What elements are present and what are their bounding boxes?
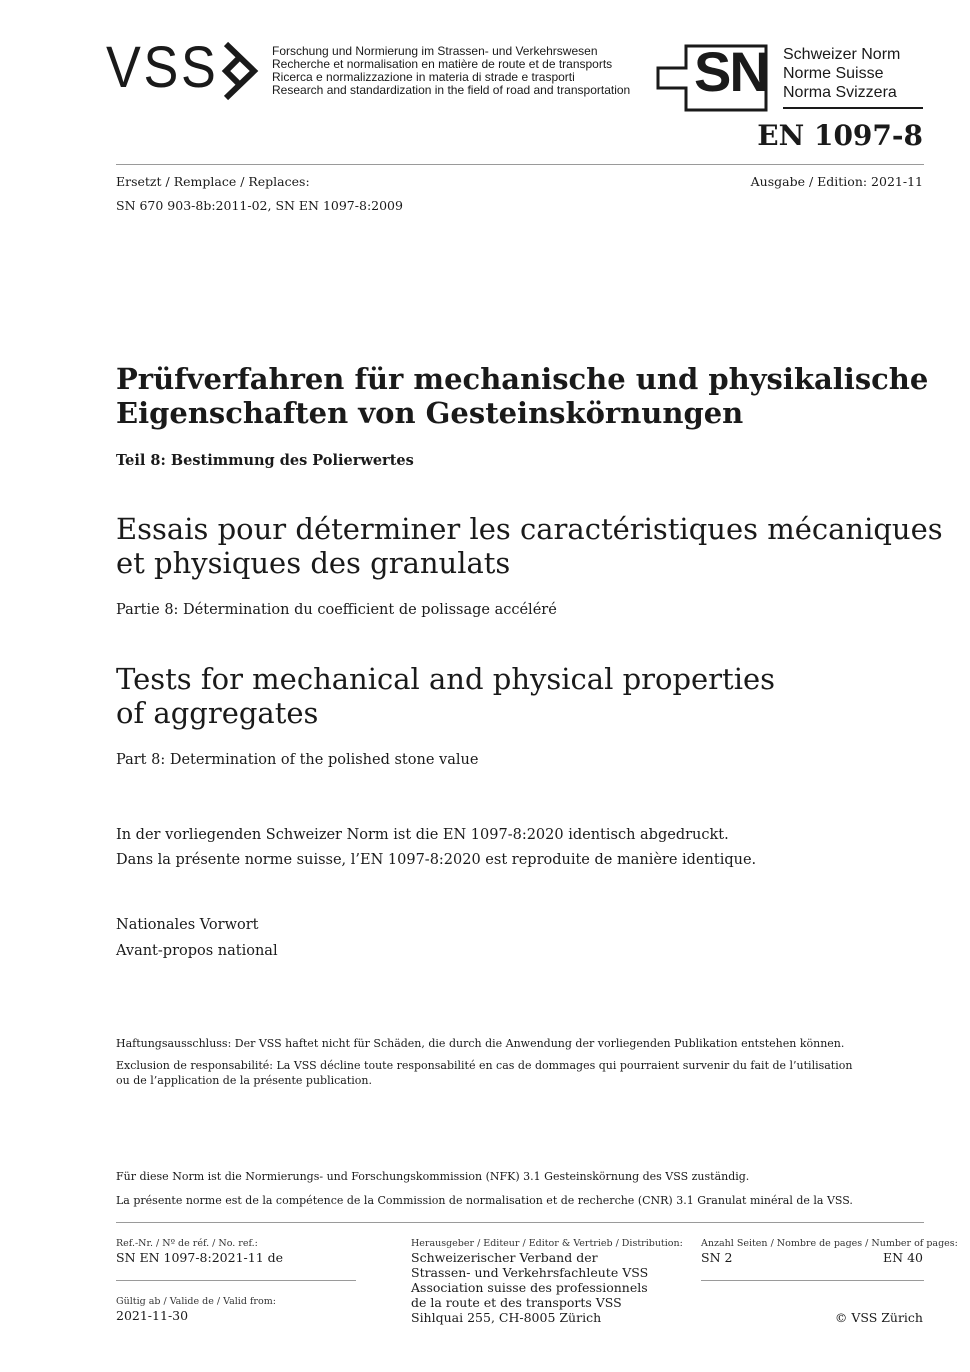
disclaimer-de: Haftungsausschluss: Der VSS haftet nicht für Schäden, die durch die Anwendung der vorliegenden Publikation entstehen können. xyxy=(116,1037,845,1050)
vss-logo-text: VSS xyxy=(106,35,219,100)
foreword-de: Nationales Vorwort xyxy=(116,917,259,933)
title-en-line1: Tests for mechanical and physical properties xyxy=(116,662,776,696)
pages-en: EN 40 xyxy=(883,1250,923,1265)
norm-number: EN 1097-8 xyxy=(757,119,923,152)
header-divider xyxy=(116,164,924,165)
replaces-value: SN 670 903-8b:2011-02, SN EN 1097-8:2009 xyxy=(116,198,403,213)
sn-label-de: Schweizer Norm xyxy=(783,46,901,63)
disclaimer-fr-line1: Exclusion de responsabilité: La VSS décline toute responsabilité en cas de dommages qui pourraient survenir du fait de l’utilisation xyxy=(116,1059,853,1072)
vss-tagline-fr: Recherche et normalisation en matière de route et de transports xyxy=(272,57,613,71)
identical-note-de: In der vorliegenden Schweizer Norm ist die EN 1097-8:2020 identisch abgedruckt. xyxy=(116,827,729,843)
title-en-line2: of aggregates xyxy=(116,696,319,730)
valid-label: Gültig ab / Valide de / Valid from: xyxy=(116,1296,276,1307)
replaces-label: Ersetzt / Remplace / Replaces: xyxy=(116,174,310,189)
sn-norm-labels xyxy=(783,45,900,102)
title-fr-line1: Essais pour déterminer les caractéristiques mécaniques xyxy=(116,512,943,546)
copyright: © VSS Zürich xyxy=(834,1310,923,1325)
footer-divider xyxy=(116,1222,924,1223)
disclaimer-fr xyxy=(116,1058,852,1088)
sn-label-fr: Norme Suisse xyxy=(783,65,884,82)
sn-logo-text: SN xyxy=(694,40,768,103)
publisher-line: Schweizerischer Verband der xyxy=(411,1250,598,1265)
sn-label-it: Norma Svizzera xyxy=(783,84,897,101)
title-fr-line2: et physiques des granulats xyxy=(116,546,511,580)
vss-chevron-icon xyxy=(204,40,266,102)
subtitle-de: Teil 8: Bestimmung des Polierwertes xyxy=(116,452,414,469)
publisher-line: Sihlquai 255, CH-8005 Zürich xyxy=(411,1310,602,1325)
publisher-address xyxy=(411,1250,648,1325)
committee-fr: La présente norme est de la compétence de la Commission de normalisation et de recherche (CNR) 3.1 Granulat minéral de la VSS. xyxy=(116,1194,853,1207)
ref-divider xyxy=(116,1280,356,1281)
title-de-line2: Eigenschaften von Gesteinskörnungen xyxy=(116,396,744,430)
pages-sn: SN 2 xyxy=(701,1250,733,1265)
subtitle-en: Part 8: Determination of the polished stone value xyxy=(116,752,479,768)
vss-logo xyxy=(106,35,266,102)
title-de-line1: Prüfverfahren für mechanische und physikalische xyxy=(116,362,929,396)
sn-underline xyxy=(783,107,923,109)
committee-de: Für diese Norm ist die Normierungs- und Forschungskommission (NFK) 3.1 Gesteinskörnung des VSS zuständig. xyxy=(116,1170,750,1183)
subtitle-fr: Partie 8: Détermination du coefficient de polissage accéléré xyxy=(116,602,557,618)
vss-tagline-de: Forschung und Normierung im Strassen- und Verkehrswesen xyxy=(272,44,598,58)
pages-divider xyxy=(701,1280,924,1281)
identical-note-fr: Dans la présente norme suisse, l’EN 1097-8:2020 est reproduite de manière identique. xyxy=(116,852,757,868)
vss-tagline-en: Research and standardization in the field of road and transportation xyxy=(272,83,631,97)
valid-value: 2021-11-30 xyxy=(116,1308,189,1323)
publisher-line: Association suisse des professionnels xyxy=(411,1280,648,1295)
disclaimer-fr-line2: ou de l’application de la présente publication. xyxy=(116,1074,372,1087)
title-fr xyxy=(116,512,943,580)
pages-label: Anzahl Seiten / Nombre de pages / Number of pages: xyxy=(701,1238,958,1249)
vss-tagline xyxy=(272,45,630,97)
publisher-line: Strassen- und Verkehrsfachleute VSS xyxy=(411,1265,649,1280)
foreword-fr: Avant-propos national xyxy=(116,943,278,959)
ref-label: Ref.-Nr. / Nº de réf. / No. ref.: xyxy=(116,1238,258,1249)
edition-label: Ausgabe / Edition: 2021-11 xyxy=(750,174,923,189)
publisher-line: de la route et des transports VSS xyxy=(411,1295,622,1310)
vss-tagline-it: Ricerca e normalizzazione in materia di strade e trasporti xyxy=(272,70,575,84)
ref-value: SN EN 1097-8:2021-11 de xyxy=(116,1250,284,1265)
publisher-label: Herausgeber / Editeur / Editor & Vertrieb / Distribution: xyxy=(411,1238,683,1249)
title-de xyxy=(116,362,928,430)
title-en xyxy=(116,662,775,730)
